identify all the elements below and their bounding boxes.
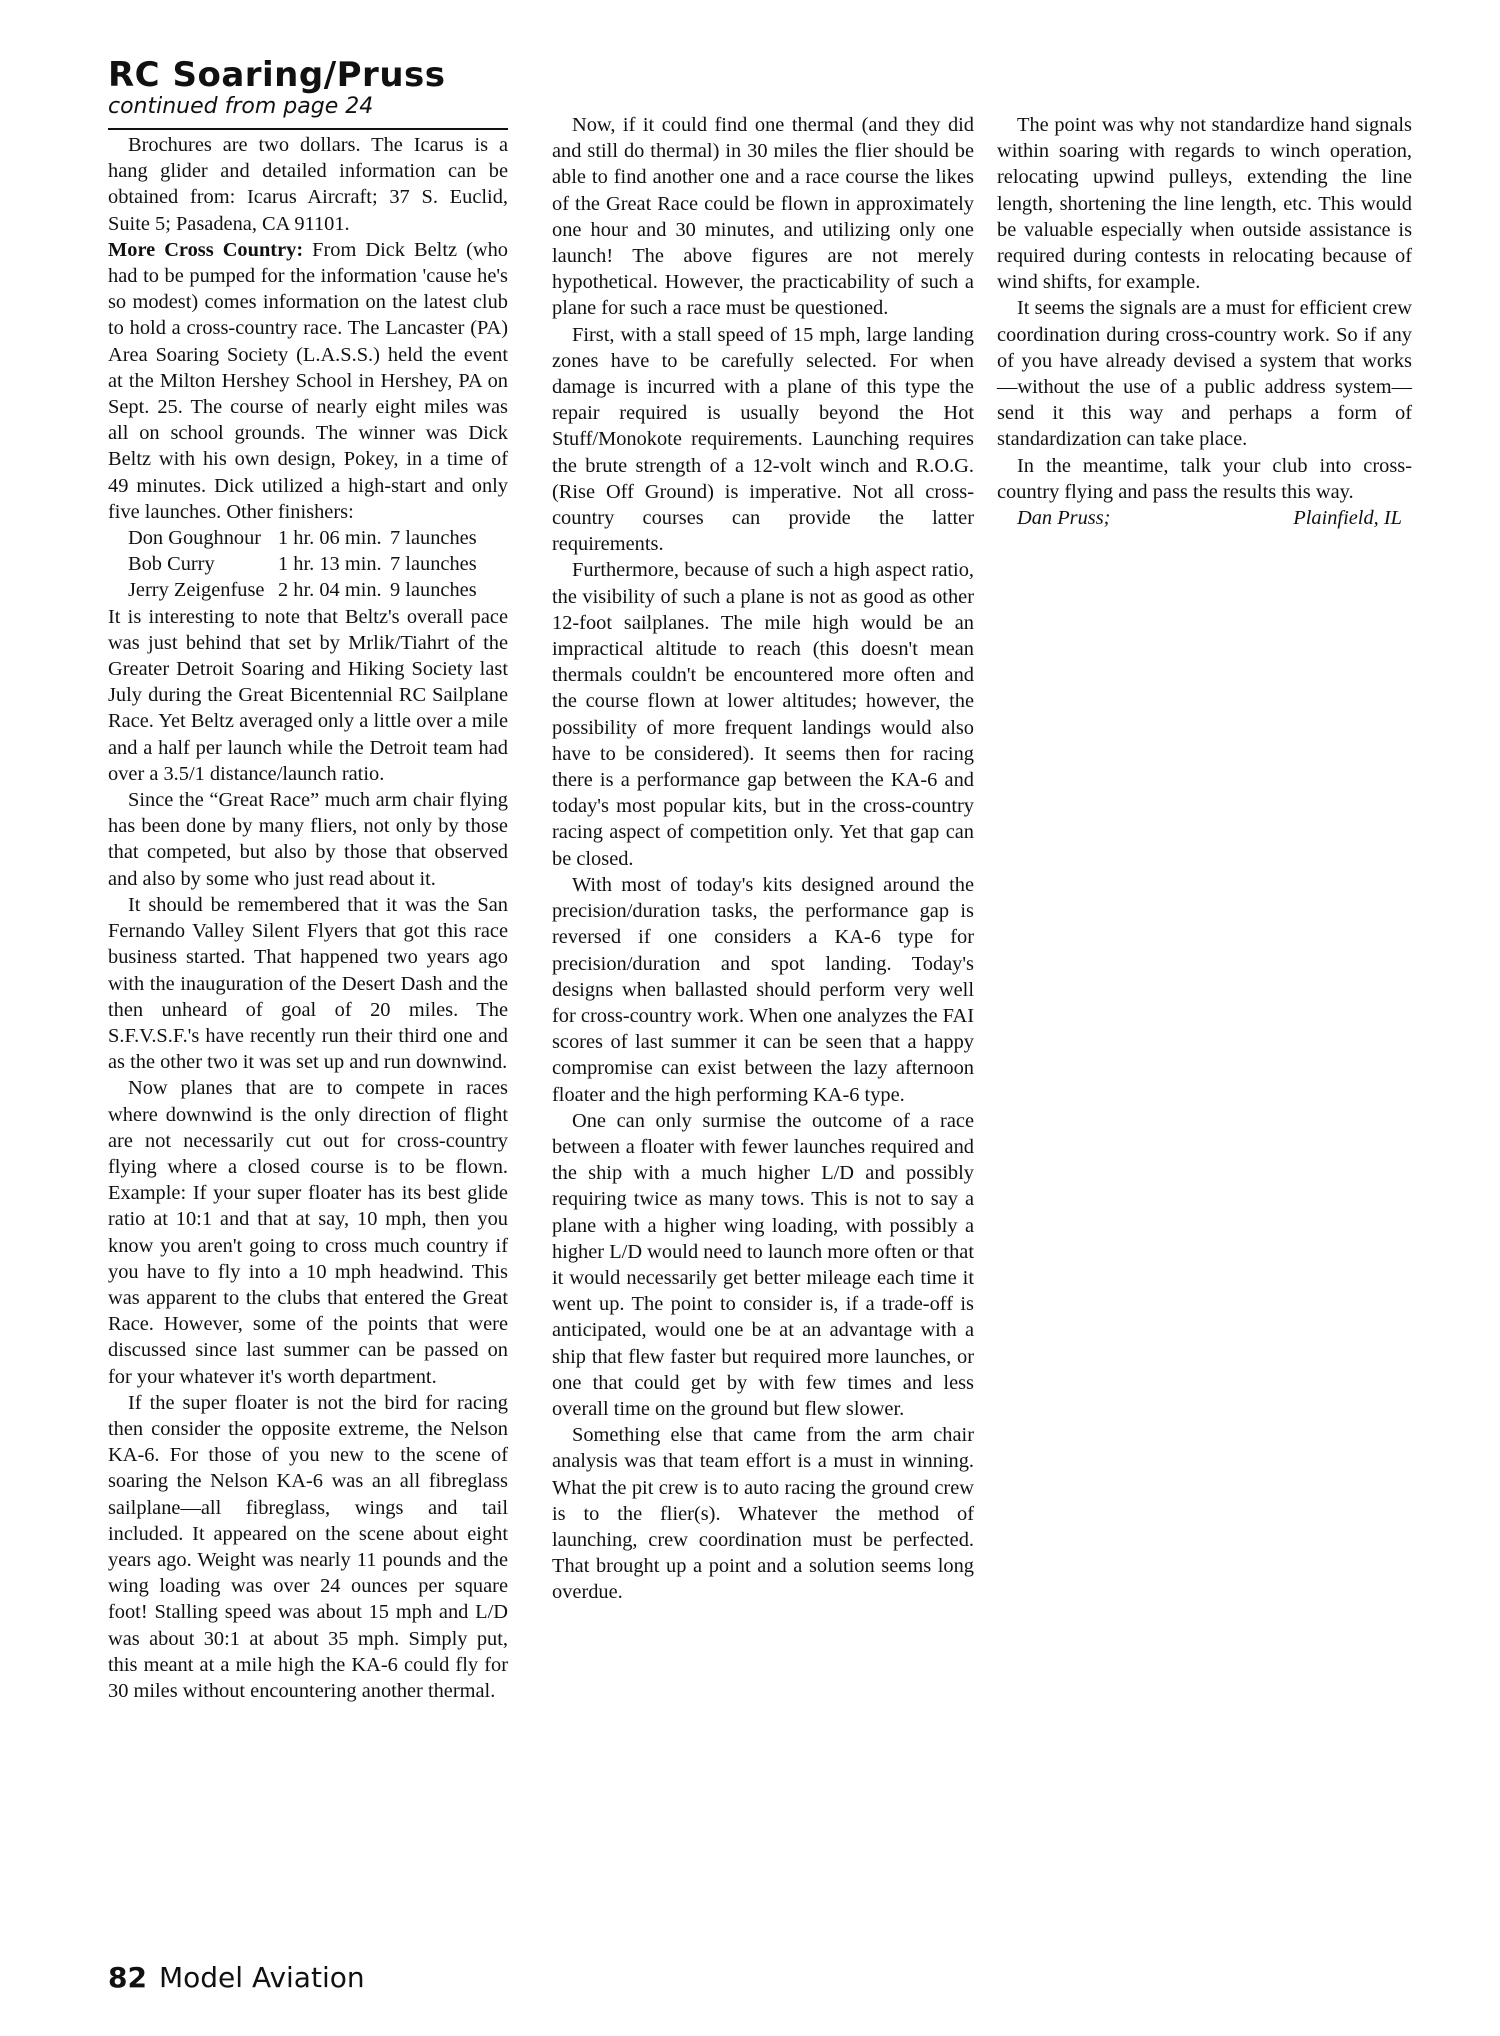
text-column-2 xyxy=(552,112,974,1606)
paragraph: With most of today's kits designed around the precision/duration tasks, the performance gap is reversed if one considers a KA-6 type for precision/duration and spot landing. Today's designs when ballasted should perform very well for cross-country work. When one analyzes the FAI scores of last summer it can be seen that a happy compromise can exist between the lazy afternoon floater and the high performing KA-6 type. xyxy=(552,873,974,1106)
paragraph: First, with a stall speed of 15 mph, large landing zones have to be carefully selected. For when damage is incurred with a plane of this type the repair required is usually beyond the Hot Stuff/Monokote requirements. Launching requires the brute strength of a 12-volt winch and R.O.G. (Rise Off Ground) is imperative. Not all cross-country courses can provide the latter requirements. xyxy=(552,323,974,556)
paragraph xyxy=(108,237,508,525)
paragraph: The point was why not standardize hand signals within soaring with regards to winch operation, relocating upwind pulleys, extending the line length, shortening the line length, etc. This would be valuable especially when outside assistance is required during contests in relocating because of wind shifts, for example. xyxy=(997,114,1412,294)
finisher-time: 1 hr. 06 min. xyxy=(278,527,382,550)
finisher-launches: 7 launches xyxy=(390,553,477,576)
paragraph: Now planes that are to compete in races where downwind is the only direction of flight are not necessarily cut out for cross-country flying where a closed course is to be flown. Example: If your super floater has its best glide ratio at 10:1 and that at say, 10 mph, then you know you aren't going to cross much country if you have to fly into a 10 mph headwind. This was apparent to the clubs that entered the Great Race. However, some of the points that were discussed since last summer can be passed on for your whatever it's worth department. xyxy=(108,1077,508,1388)
author-name: Dan Pruss; xyxy=(1017,507,1111,530)
paragraph: It is interesting to note that Beltz's overall pace was just behind that set by Mrlik/Tiahrt of the Greater Detroit Soaring and Hiking Society last July during the Great Bicentennial RC Sailplane Race. Yet Beltz averaged only a little over a mile and a half per launch while the Detroit team had over a 3.5/1 distance/launch ratio. xyxy=(108,605,508,785)
finisher-time: 1 hr. 13 min. xyxy=(278,553,382,576)
author-location: Plainfield, IL xyxy=(1293,507,1402,530)
page-footer xyxy=(108,1962,365,1994)
paragraph: In the meantime, talk your club into cross-country flying and pass the results this way. xyxy=(997,454,1412,503)
text-column-1 xyxy=(108,132,508,1704)
finishers-list xyxy=(108,525,508,604)
finisher-row xyxy=(108,551,508,577)
page-number: 82 xyxy=(108,1961,147,1994)
paragraph: One can only surmise the outcome of a race between a floater with fewer launches required and the ship with a much higher L/D and possibly requiring twice as many tows. This is not to say a plane with a higher wing loading, with possibly a higher L/D would need to launch more often or that it would necessarily get better mileage each time it went up. The point to consider is, if a trade-off is anticipated, would one be at an advantage with a ship that flew faster but required more launches, or one that could get by with few times and less overall time on the ground but flew slower. xyxy=(552,1109,974,1420)
finisher-row xyxy=(108,525,508,551)
column-header xyxy=(108,56,508,130)
paragraph: Brochures are two dollars. The Icarus is a hang glider and detailed information can be obtained from: Icarus Aircraft; 37 S. Euclid, Suite 5; Pasadena, CA 91101. xyxy=(108,134,508,235)
header-rule xyxy=(108,128,508,130)
paragraph-text: From Dick Beltz (who had to be pumped for the information 'cause he's so modest) comes information on the latest club to hold a cross-country race. The Lancaster (PA) Area Soaring Society (L.A.S.S.) held the event at the Milton Hershey School in Hershey, PA on Sept. 25. The course of nearly eight miles was all on school grounds. The winner was Dick Beltz with his own design, Pokey, in a time of 49 minutes. Dick utilized a high-start and only five launches. Other finishers: xyxy=(108,238,508,523)
paragraph: Something else that came from the arm chair analysis was that team effort is a must in winning. What the pit crew is to auto racing the ground crew is to the flier(s). Whatever the method of launching, crew coordination must be perfected. That brought up a point and a solution seems long overdue. xyxy=(552,1424,974,1604)
continued-note: continued from page 24 xyxy=(108,94,374,119)
column-title: RC Soaring/Pruss xyxy=(108,55,446,95)
text-column-3 xyxy=(997,112,1412,531)
finisher-name: Don Goughnour xyxy=(128,527,262,550)
finisher-launches: 7 launches xyxy=(390,527,477,550)
paragraph: It should be remembered that it was the San Fernando Valley Silent Flyers that got this race business started. That happened two years ago with the inauguration of the Desert Dash and the then unheard of goal of 20 miles. The S.F.V.S.F.'s have recently run their third one and as the other two it was set up and run downwind. xyxy=(108,893,508,1074)
finisher-time: 2 hr. 04 min. xyxy=(278,579,382,602)
finisher-name: Jerry Zeigenfuse xyxy=(128,579,265,602)
author-signoff xyxy=(997,505,1412,531)
paragraph: Furthermore, because of such a high aspect ratio, the visibility of such a plane is not as good as other 12-foot sailplanes. The mile high would be an impractical altitude to reach (this doesn't mean thermals couldn't be encountered more often and the course flown at lower altitudes; however, the possibility of more frequent landings would also have to be considered). It seems then for racing there is a performance gap between the KA-6 and today's most popular kits, but in the cross-country racing aspect of competition only. Yet that gap can be closed. xyxy=(552,559,974,870)
paragraph: If the super floater is not the bird for racing then consider the opposite extreme, the Nelson KA-6. For those of you new to the scene of soaring the Nelson KA-6 was an all fibreglass sailplane—all fibreglass, wings and tail included. It appeared on the scene about eight years ago. Weight was nearly 11 pounds and the wing loading was over 24 ounces per square foot! Stalling speed was about 15 mph and L/D was about 30:1 at about 35 mph. Simply put, this meant at a mile high the KA-6 could fly for 30 miles without encountering another thermal. xyxy=(108,1391,508,1702)
paragraph: Since the “Great Race” much arm chair flying has been done by many fliers, not only by those that competed, but also by those that observed and also by some who just read about it. xyxy=(108,789,508,890)
section-runin-heading: More Cross Country: xyxy=(108,238,304,261)
magazine-name: Model Aviation xyxy=(158,1961,365,1994)
finisher-name: Bob Curry xyxy=(128,553,215,576)
finisher-row xyxy=(108,577,508,603)
finisher-launches: 9 launches xyxy=(390,579,477,602)
paragraph: Now, if it could find one thermal (and they did and still do thermal) in 30 miles the flier should be able to find another one and a race course the likes of the Great Race could be flown in approximately one hour and 30 minutes, and utilizing only one launch! The above figures are not merely hypothetical. However, the practicability of such a plane for such a race must be questioned. xyxy=(552,114,974,320)
paragraph: It seems the signals are a must for efficient crew coordination during cross-country work. So if any of you have already devised a system that works—without the use of a public address system—send it this way and perhaps a form of standardization can take place. xyxy=(997,297,1412,451)
